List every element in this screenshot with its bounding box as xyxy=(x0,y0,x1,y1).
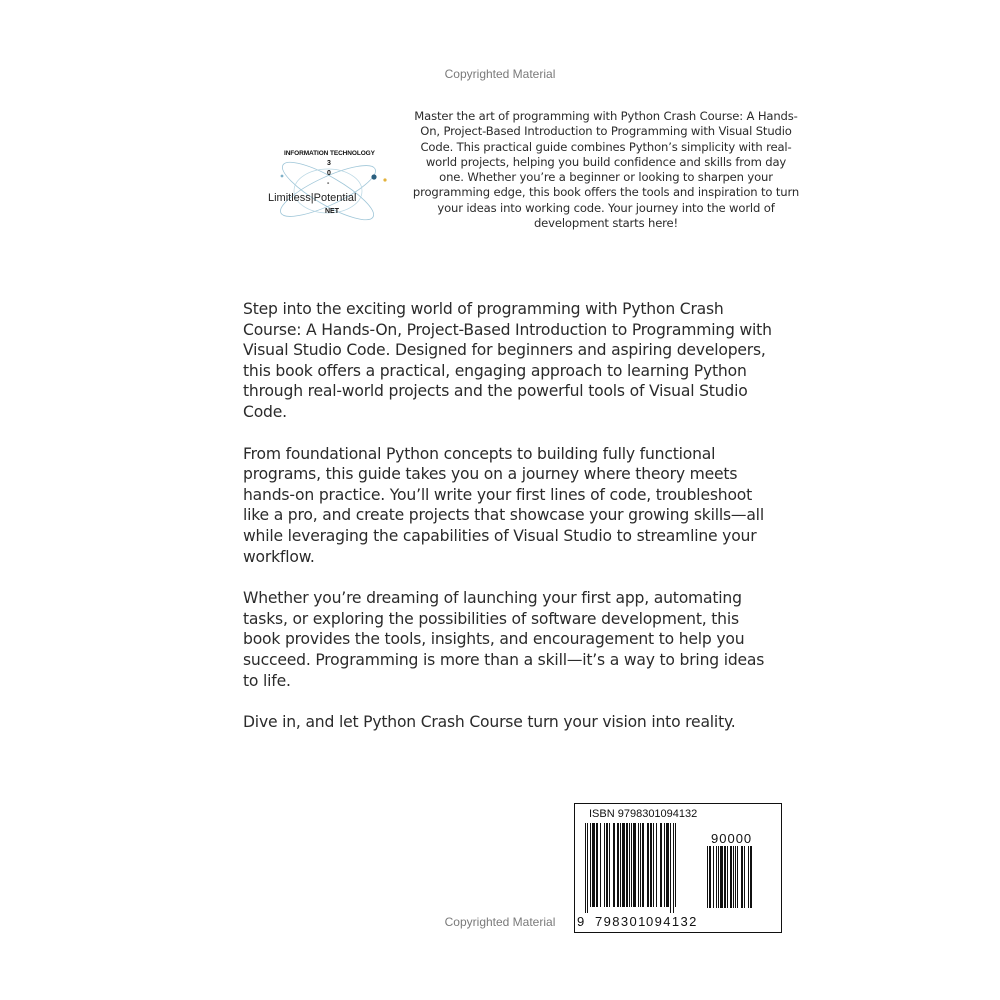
logo-char-2: 0 xyxy=(327,170,331,177)
logo-char-3: - xyxy=(327,180,330,187)
isbn-barcode xyxy=(574,803,782,933)
description-paragraph: From foundational Python concepts to building fully functional programs, this guide takes you on a journey where theory meets hands-on practice. You’ll write your first lines of code, troubleshoot like a pro, and create projects that showcase your growing skills—all while leveraging the capabilities of Visual Studio to streamline your workflow. xyxy=(243,444,764,566)
barcode-digits-right: 094132 xyxy=(646,914,698,929)
publisher-logo xyxy=(262,146,392,231)
logo-char-1: 3 xyxy=(327,160,331,167)
barcode-digits-left: 798301 xyxy=(595,914,647,929)
isbn-label: ISBN 9798301094132 xyxy=(589,808,698,820)
copyright-notice-top: Copyrighted Material xyxy=(444,67,556,81)
description-paragraph: Dive in, and let Python Crash Course turn your vision into reality. xyxy=(243,713,736,732)
copyright-notice-bottom: Copyrighted Material xyxy=(444,915,556,929)
barcode-bars-icon xyxy=(585,823,703,915)
logo-net-text: NET xyxy=(325,208,339,215)
logo-name-text: Limitless|Potential xyxy=(268,192,357,204)
atom-logo-icon xyxy=(262,146,392,231)
price-code: 90000 xyxy=(711,831,753,846)
barcode-digit-first: 9 xyxy=(577,914,585,929)
barcode-addon-bars-icon xyxy=(707,846,773,911)
logo-top-text: INFORMATION TECHNOLOGY xyxy=(284,150,375,157)
book-description xyxy=(243,299,775,754)
description-paragraph: Whether you’re dreaming of launching your first app, automating tasks, or exploring the possibilities of software development, this book provides the tools, insights, and encouragement to help you succeed. Programming is more than a skill—it’s a way to bring ideas to life. xyxy=(243,589,765,690)
description-paragraph: Step into the exciting world of programming with Python Crash Course: A Hands-On, Project-Based Introduction to Programming with Visual Studio Code. Designed for beginners and aspiring developers, this book offers a practical, engaging approach to learning Python through real-world projects and the powerful tools of Visual Studio Code. xyxy=(243,300,772,421)
back-cover-blurb: Master the art of programming with Python Crash Course: A Hands-On, Project-Based Introduction to Programming with Visual Studio Code. This practical guide combines Python’s simplicity with real-world projects, helping you build confidence and skills from day one. Whether you’re a beginner or looking to sharpen your programming edge, this book offers the tools and inspiration to turn your ideas into working code. Your journey into the world of development starts here! xyxy=(412,109,800,231)
